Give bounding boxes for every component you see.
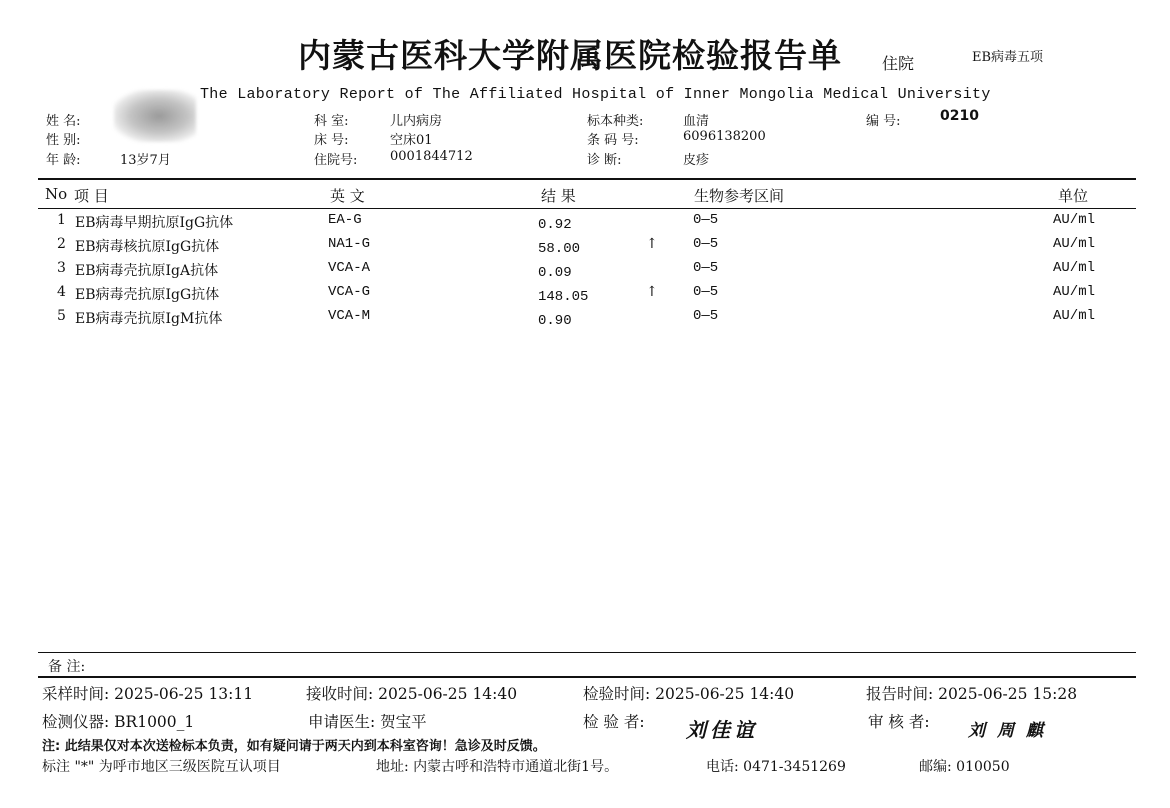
row-no: 1 xyxy=(57,212,66,228)
tester-label: 检 验 者: xyxy=(583,713,645,731)
row-english: VCA-G xyxy=(328,284,371,300)
disclaimer-note: 注: 此结果仅对本次送检标本负责，如有疑问请于两天内到本科室咨询！急诊及时反馈。 xyxy=(42,739,546,754)
sex-label: 性 别: xyxy=(46,133,81,148)
col-result: 结 果 xyxy=(541,187,576,205)
serial-value: 0210 xyxy=(940,108,979,124)
row-result: 0.92 xyxy=(538,217,572,233)
english-title: The Laboratory Report of The Affiliated Hospital of Inner Mongolia Medical University xyxy=(200,86,991,103)
col-no: No xyxy=(45,185,68,203)
diagnosis-value: 皮疹 xyxy=(683,153,710,168)
inpatient-label: 住院号: xyxy=(314,153,358,168)
row-flag: ↑ xyxy=(646,236,658,252)
report-time: 报告时间: 2025-06-25 15:28 xyxy=(866,685,1078,703)
row-result: 0.09 xyxy=(538,265,572,281)
inpatient-value: 0001844712 xyxy=(390,149,473,164)
row-unit: AU/ml xyxy=(1053,260,1096,276)
row-english: NA1-G xyxy=(328,236,371,252)
row-reference: 0—5 xyxy=(693,260,719,276)
row-item: EB病毒壳抗原IgG抗体 xyxy=(75,287,220,303)
row-item: EB病毒壳抗原IgM抗体 xyxy=(75,311,223,327)
admission-type: 住院 xyxy=(882,54,915,73)
specimen-label: 标本种类: xyxy=(587,114,644,129)
reviewer-signature: 刘周麒 xyxy=(968,721,1055,741)
col-item: 项 目 xyxy=(74,187,109,205)
bed-label: 床 号: xyxy=(314,133,349,148)
age-label: 年 龄: xyxy=(46,153,81,168)
row-item: EB病毒壳抗原IgA抗体 xyxy=(75,263,219,279)
redacted-name-blur xyxy=(114,90,196,142)
table-top-rule xyxy=(38,178,1136,180)
specimen-value: 血清 xyxy=(683,114,710,129)
row-result: 58.00 xyxy=(538,241,581,257)
row-no: 4 xyxy=(57,284,66,300)
mark-note: 标注 "*" 为呼市地区三级医院互认项目 xyxy=(42,759,281,775)
serial-label: 编 号: xyxy=(866,114,901,129)
test-time: 检验时间: 2025-06-25 14:40 xyxy=(583,685,795,703)
sample-time: 采样时间: 2025-06-25 13:11 xyxy=(42,685,254,703)
dept-label: 科 室: xyxy=(314,114,349,129)
row-no: 2 xyxy=(57,236,66,252)
row-reference: 0—5 xyxy=(693,212,719,228)
row-unit: AU/ml xyxy=(1053,212,1096,228)
footer-rule xyxy=(38,676,1136,678)
name-label: 姓 名: xyxy=(46,114,81,129)
phone: 电话: 0471-3451269 xyxy=(706,759,846,775)
row-no: 5 xyxy=(57,308,66,324)
remark-top-rule xyxy=(38,652,1136,653)
row-flag: ↑ xyxy=(646,284,658,300)
age-value: 13岁7月 xyxy=(120,153,171,168)
requesting-doctor: 申请医生: 贺宝平 xyxy=(308,713,427,731)
row-result: 0.90 xyxy=(538,313,572,329)
receive-time: 接收时间: 2025-06-25 14:40 xyxy=(306,685,518,703)
row-unit: AU/ml xyxy=(1053,308,1096,324)
row-unit: AU/ml xyxy=(1053,284,1096,300)
remark-label: 备 注: xyxy=(48,659,86,675)
row-english: VCA-A xyxy=(328,260,371,276)
dept-value: 儿内病房 xyxy=(390,114,443,129)
report-title: 内蒙古医科大学附属医院检验报告单 xyxy=(298,36,842,75)
table-header-rule xyxy=(38,208,1136,209)
tester-signature: 刘佳谊 xyxy=(686,718,758,742)
report-name: EB病毒五项 xyxy=(972,50,1044,65)
row-reference: 0—5 xyxy=(693,236,719,252)
row-item: EB病毒核抗原IgG抗体 xyxy=(75,239,220,255)
row-item: EB病毒早期抗原IgG抗体 xyxy=(75,215,234,231)
bed-value: 空床01 xyxy=(390,133,433,148)
row-reference: 0—5 xyxy=(693,284,719,300)
row-english: VCA-M xyxy=(328,308,371,324)
row-no: 3 xyxy=(57,260,66,276)
diagnosis-label: 诊 断: xyxy=(587,153,622,168)
col-reference: 生物参考区间 xyxy=(694,187,785,205)
row-english: EA-G xyxy=(328,212,362,228)
row-result: 148.05 xyxy=(538,289,589,305)
reviewer-label: 审 核 者: xyxy=(868,713,930,731)
col-unit: 单位 xyxy=(1058,187,1089,205)
address: 地址: 内蒙古呼和浩特市通道北街1号。 xyxy=(376,759,619,775)
postcode: 邮编: 010050 xyxy=(919,759,1010,775)
barcode-label: 条 码 号: xyxy=(587,133,639,148)
barcode-value: 6096138200 xyxy=(683,129,766,144)
row-reference: 0—5 xyxy=(693,308,719,324)
instrument: 检测仪器: BR1000_1 xyxy=(42,713,195,731)
col-english: 英 文 xyxy=(330,187,365,205)
row-unit: AU/ml xyxy=(1053,236,1096,252)
